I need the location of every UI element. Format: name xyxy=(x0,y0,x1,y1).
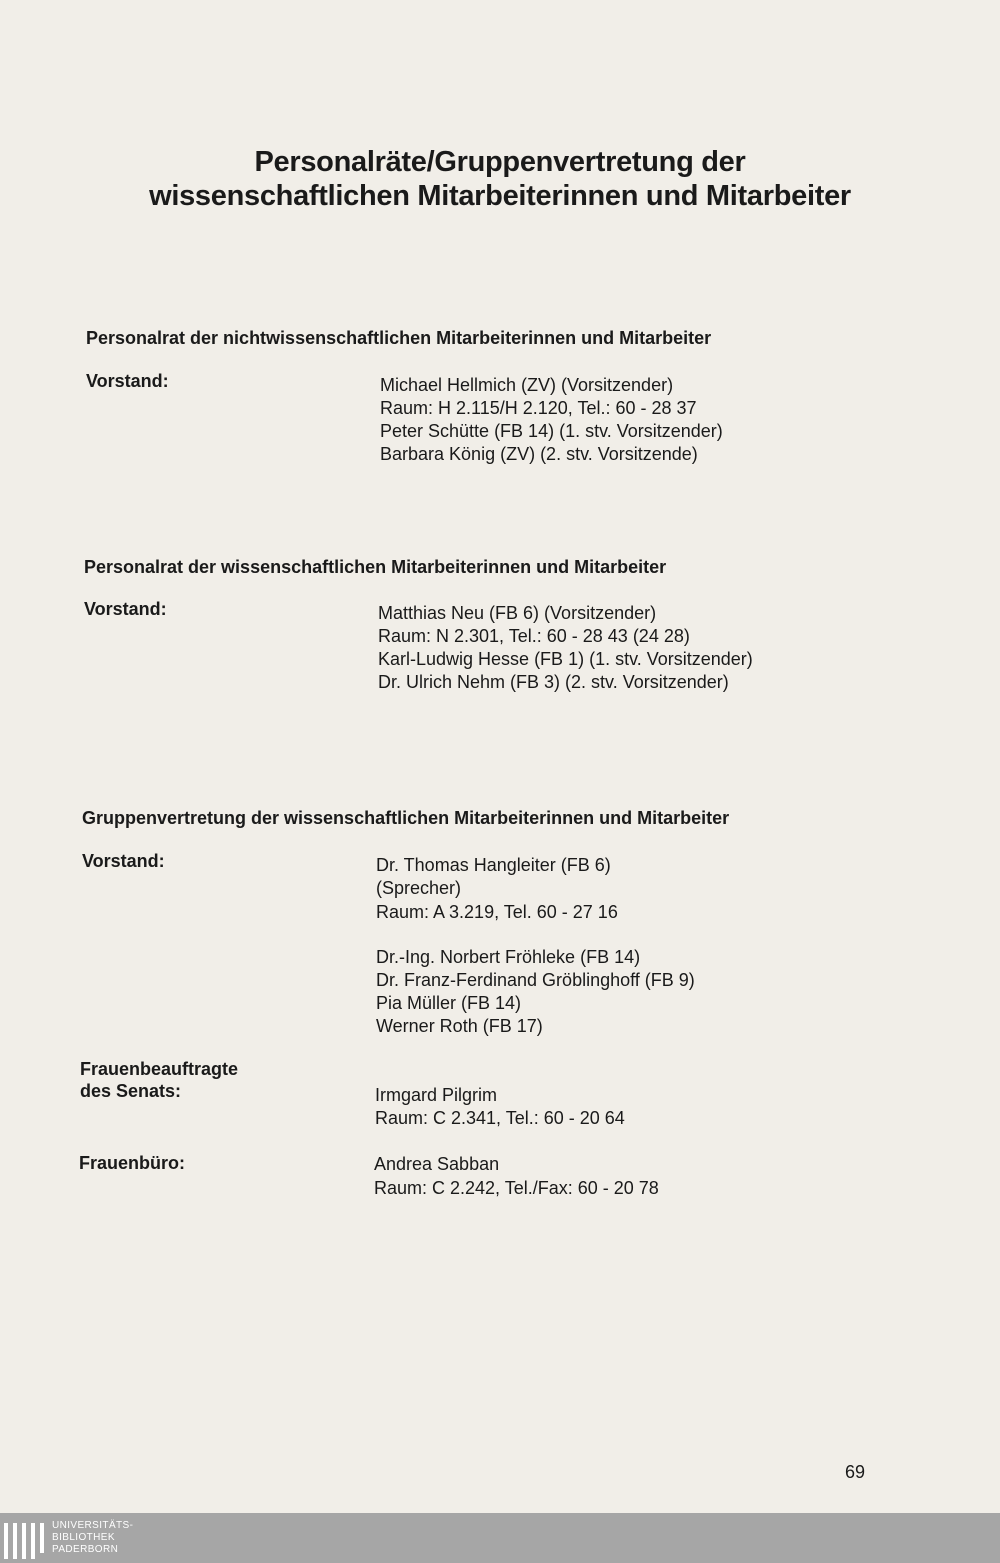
entry-line: (Sprecher) xyxy=(376,878,462,898)
page-title-line-2: wissenschaftlichen Mitarbeiterinnen und Mitarbeiter xyxy=(149,180,851,212)
section-heading-gruppenvertretung: Gruppenvertretung der wissenschaftlichen Mitarbeiterinnen und Mitarbeiter xyxy=(82,808,730,828)
library-name-line-2: BIBLIOTHEK xyxy=(52,1532,115,1543)
entry-line: Karl-Ludwig Hesse (FB 1) (1. stv. Vorsitzender) xyxy=(378,649,753,669)
entry-line: Raum: C 2.242, Tel./Fax: 60 - 20 78 xyxy=(374,1178,659,1198)
entry-line: Andrea Sabban xyxy=(374,1154,500,1174)
entry-line: Dr.-Ing. Norbert Fröhleke (FB 14) xyxy=(376,947,641,967)
library-logo-icon xyxy=(4,1523,44,1559)
entry-line: Michael Hellmich (ZV) (Vorsitzender) xyxy=(380,375,674,395)
entry-line: Barbara König (ZV) (2. stv. Vorsitzende) xyxy=(380,444,698,464)
entry-line: Raum: H 2.115/H 2.120, Tel.: 60 - 28 37 xyxy=(380,398,697,418)
entry-line: Dr. Franz-Ferdinand Gröblinghoff (FB 9) xyxy=(376,970,695,990)
library-name-line-1: UNIVERSITÄTS- xyxy=(52,1520,134,1531)
vorstand-label: Vorstand: xyxy=(82,851,165,871)
entry-line: Peter Schütte (FB 14) (1. stv. Vorsitzender) xyxy=(380,421,723,441)
frauenbeauftragte-label-line-1: Frauenbeauftragte xyxy=(80,1059,239,1079)
entry-line: Dr. Thomas Hangleiter (FB 6) xyxy=(376,855,611,875)
entry-line: Raum: C 2.341, Tel.: 60 - 20 64 xyxy=(375,1108,625,1128)
entry-line: Raum: N 2.301, Tel.: 60 - 28 43 (24 28) xyxy=(378,626,690,646)
entry-line: Matthias Neu (FB 6) (Vorsitzender) xyxy=(378,603,657,623)
section-heading-personalrat-nichtwiss: Personalrat der nichtwissenschaftlichen Mitarbeiterinnen und Mitarbeiter xyxy=(86,328,712,348)
vorstand-label: Vorstand: xyxy=(86,371,169,391)
library-footer-bar xyxy=(0,1513,1000,1563)
vorstand-label: Vorstand: xyxy=(84,599,167,619)
page-title-line-1: Personalräte/Gruppenvertretung der xyxy=(254,146,746,178)
entry-line: Irmgard Pilgrim xyxy=(375,1085,498,1105)
entry-line: Pia Müller (FB 14) xyxy=(376,993,522,1013)
library-name-line-3: PADERBORN xyxy=(52,1544,119,1555)
frauenbuero-label: Frauenbüro: xyxy=(79,1153,185,1173)
section-heading-personalrat-wiss: Personalrat der wissenschaftlichen Mitarbeiterinnen und Mitarbeiter xyxy=(84,557,667,577)
library-name xyxy=(52,1520,133,1556)
page-number: 69 xyxy=(845,1462,866,1482)
entry-line: Werner Roth (FB 17) xyxy=(376,1016,543,1036)
entry-line: Raum: A 3.219, Tel. 60 - 27 16 xyxy=(376,902,618,922)
entry-line: Dr. Ulrich Nehm (FB 3) (2. stv. Vorsitzender) xyxy=(378,672,729,692)
frauenbeauftragte-label-line-2: des Senats: xyxy=(80,1081,182,1101)
